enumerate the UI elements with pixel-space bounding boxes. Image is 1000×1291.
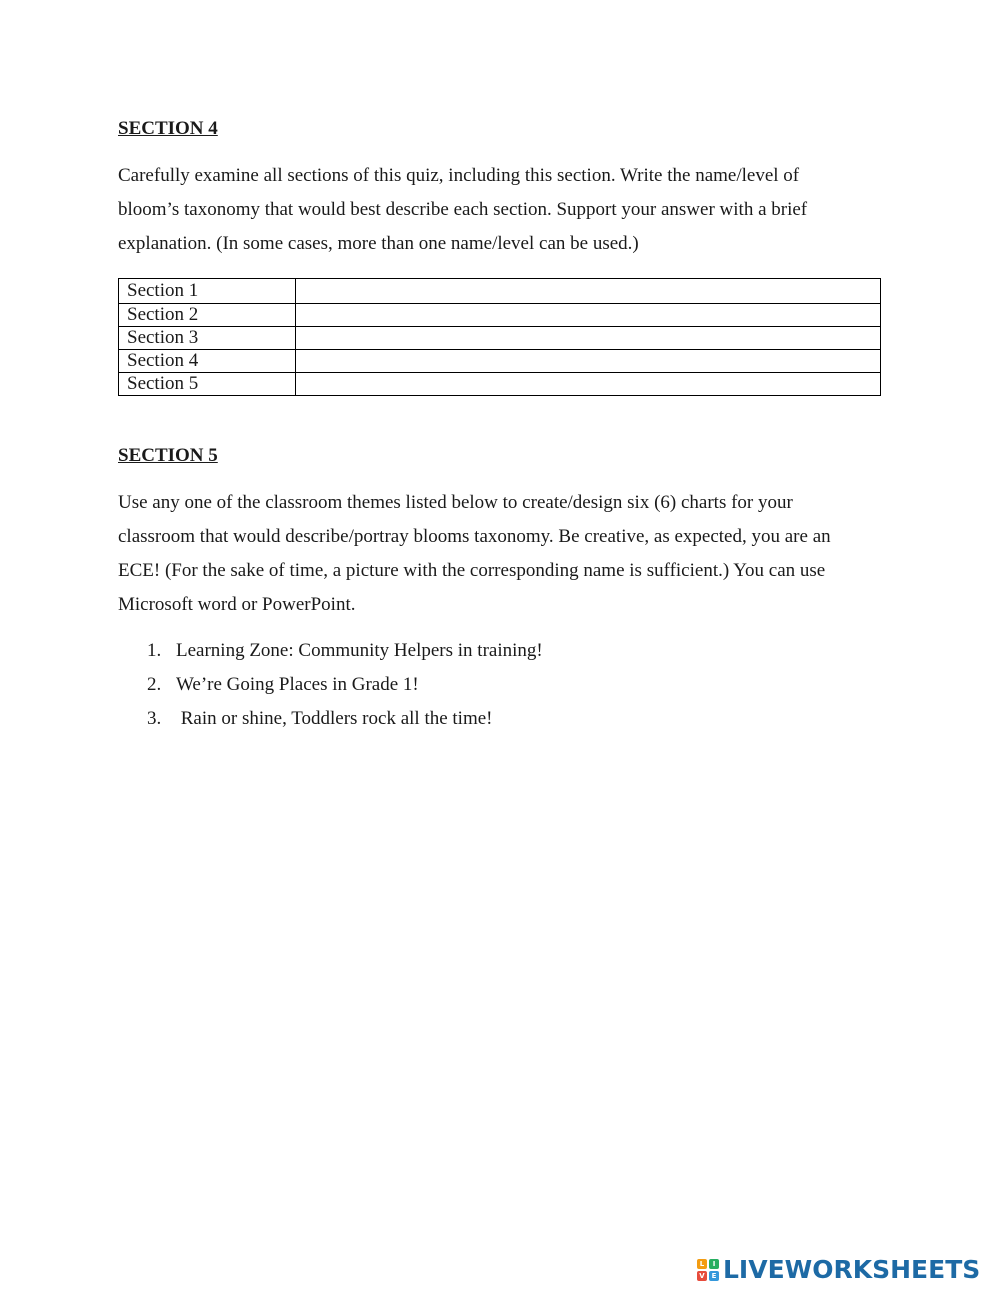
table-row	[119, 327, 881, 350]
section-4-instructions	[118, 159, 878, 261]
section-4-line: explanation. (In some cases, more than one name/level can be used.)	[118, 233, 639, 254]
list-item	[118, 704, 543, 738]
section-4-line: Carefully examine all sections of this quiz, including this section. Write the name/level of	[118, 165, 800, 186]
list-item	[118, 670, 543, 704]
section-4-heading: SECTION 4	[118, 118, 218, 139]
theme-text: Learning Zone: Community Helpers in training!	[176, 640, 543, 661]
table-row	[119, 350, 881, 373]
logo-block: L	[697, 1259, 707, 1269]
section-label-cell: Section 5	[119, 373, 296, 396]
section-4-line: bloom’s taxonomy that would best describe each section. Support your answer with a brief	[118, 199, 808, 220]
liveworksheets-logo[interactable]	[697, 1255, 980, 1284]
section-5-line: Use any one of the classroom themes listed below to create/design six (6) charts for your	[118, 492, 793, 513]
answer-cell[interactable]	[296, 279, 881, 304]
section-5-instructions	[118, 486, 878, 622]
table-row	[119, 279, 881, 304]
logo-text: LIVEWORKSHEETS	[723, 1255, 981, 1284]
section-5-line: ECE! (For the sake of time, a picture with the corresponding name is sufficient.) You can use	[118, 560, 826, 581]
theme-text: We’re Going Places in Grade 1!	[176, 674, 419, 695]
table-row	[119, 373, 881, 396]
section-answer-table	[118, 278, 881, 396]
answer-cell[interactable]	[296, 304, 881, 327]
section-label-cell: Section 2	[119, 304, 296, 327]
list-item	[118, 636, 543, 670]
answer-cell[interactable]	[296, 373, 881, 396]
logo-block: I	[709, 1259, 719, 1269]
section-label-cell: Section 4	[119, 350, 296, 373]
section-5-heading: SECTION 5	[118, 445, 218, 466]
section-label-cell: Section 3	[119, 327, 296, 350]
logo-blocks-icon	[697, 1259, 719, 1281]
list-number: 3.	[147, 708, 162, 729]
table-row	[119, 304, 881, 327]
answer-cell[interactable]	[296, 350, 881, 373]
section-label-cell: Section 1	[119, 279, 296, 304]
section-5-line: Microsoft word or PowerPoint.	[118, 594, 356, 615]
classroom-themes-list	[118, 636, 543, 738]
theme-text: Rain or shine, Toddlers rock all the time!	[176, 708, 493, 729]
section-5-line: classroom that would describe/portray blooms taxonomy. Be creative, as expected, you are an	[118, 526, 831, 547]
logo-block: V	[697, 1271, 707, 1281]
logo-block: E	[709, 1271, 719, 1281]
list-number: 2.	[147, 674, 162, 695]
answer-cell[interactable]	[296, 327, 881, 350]
list-number: 1.	[147, 640, 162, 661]
